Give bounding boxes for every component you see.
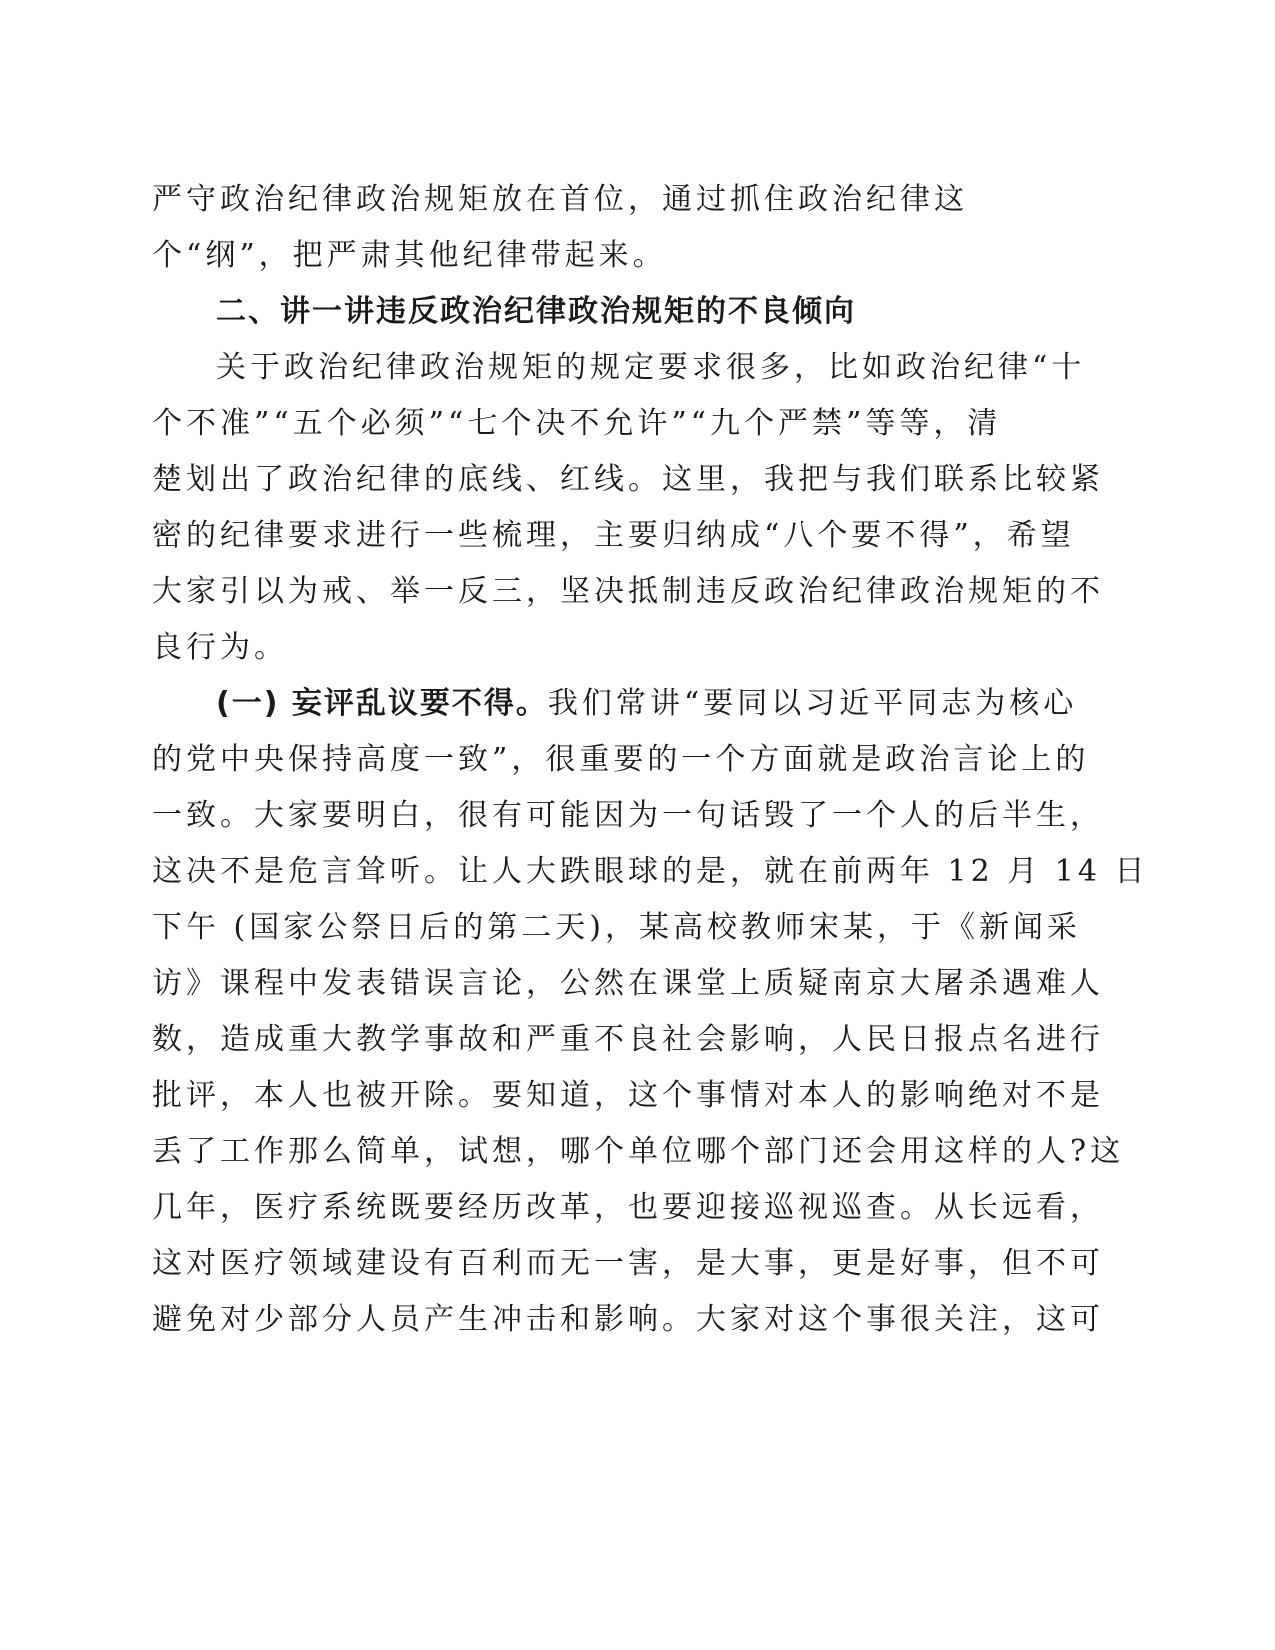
paragraph-text: 我们常讲“要同以习近平同志为核心 bbox=[547, 686, 1078, 721]
section-heading: 二、讲一讲违反政治纪律政治规矩的不良倾向 bbox=[216, 294, 856, 329]
subsection-heading: (一) 妄评乱议要不得。 bbox=[216, 686, 548, 721]
paragraph-line: 几年，医疗系统既要经历改革，也要迎接巡视巡查。从长远看， bbox=[152, 1190, 1104, 1225]
paragraph-line: 访》课程中发表错误言论，公然在课堂上质疑南京大屠杀遇难人 bbox=[152, 966, 1104, 1001]
paragraph-line: 数，造成重大教学事故和严重不良社会影响，人民日报点名进行 bbox=[152, 1022, 1104, 1057]
paragraph-line: 这决不是危言耸听。让人大跌眼球的是，就在前两年 12 月 14 日 bbox=[152, 854, 1149, 889]
paragraph-line: 的党中央保持高度一致”，很重要的一个方面就是政治言论上的 bbox=[152, 742, 1090, 777]
paragraph-line: 个不准”“五个必须”“七个决不允许”“九个严禁”等等，清 bbox=[152, 406, 1002, 441]
paragraph-line: 良行为。 bbox=[152, 630, 288, 665]
paragraph-line: 批评，本人也被开除。要知道，这个事情对本人的影响绝对不是 bbox=[152, 1078, 1104, 1113]
paragraph-line bbox=[216, 684, 1077, 724]
paragraph-line: 大家引以为戒、举一反三，坚决抵制违反政治纪律政治规矩的不 bbox=[152, 574, 1104, 609]
paragraph-line: 这对医疗领域建设有百利而无一害，是大事，更是好事，但不可 bbox=[152, 1246, 1104, 1281]
paragraph-line: 楚划出了政治纪律的底线、红线。这里，我把与我们联系比较紧 bbox=[152, 462, 1104, 497]
paragraph-line: 一致。大家要明白，很有可能因为一句话毁了一个人的后半生， bbox=[152, 798, 1104, 833]
paragraph-line: 避免对少部分人员产生冲击和影响。大家对这个事很关注，这可 bbox=[152, 1302, 1104, 1337]
paragraph-line: 关于政治纪律政治规矩的规定要求很多，比如政治纪律“十 bbox=[216, 350, 1086, 385]
paragraph-line: 严守政治纪律政治规矩放在首位，通过抓住政治纪律这 bbox=[152, 182, 968, 217]
paragraph-line: 下午 (国家公祭日后的第二天)，某高校教师宋某，于《新闻采 bbox=[152, 910, 1081, 945]
paragraph-line: 丢了工作那么简单，试想，哪个单位哪个部门还会用这样的人?这 bbox=[152, 1134, 1125, 1169]
paragraph-line: 密的纪律要求进行一些梳理，主要归纳成“八个要不得”，希望 bbox=[152, 518, 1075, 553]
paragraph-line: 个“纲”，把严肃其他纪律带起来。 bbox=[152, 238, 667, 273]
